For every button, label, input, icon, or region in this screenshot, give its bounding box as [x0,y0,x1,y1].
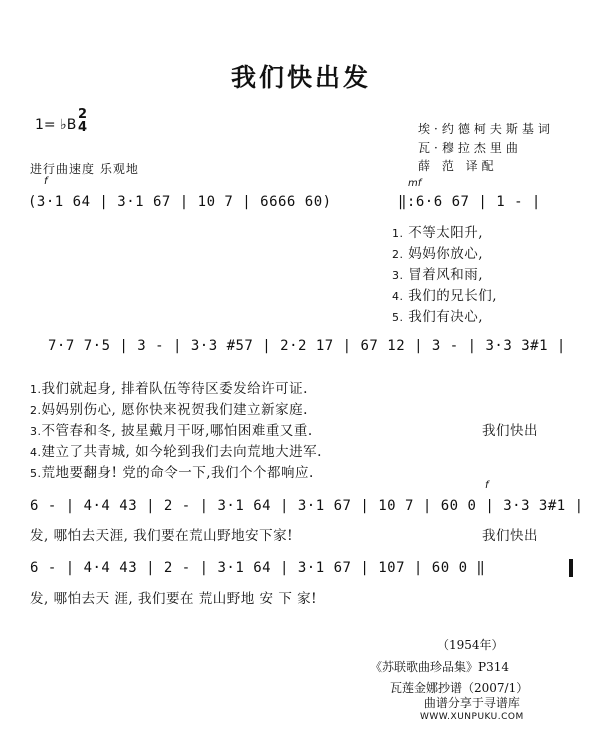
verse-start-5 [392,305,483,325]
verse-mid-4 [30,440,322,460]
dynamic-forte-2: f [485,480,489,491]
verse-number: 5. [30,467,42,480]
verse-number: 4. [30,446,42,459]
verse-number: 3. [30,425,42,438]
dynamic-mezzoforte: mf [408,178,422,189]
verse-text: 建立了共青城, 如今轮到我们去向荒地大进军. [41,444,322,460]
footer-transcriber: 瓦莲金娜抄谱（2007/1） [390,681,529,695]
verse-start-1 [392,221,483,241]
footer-year: （1954年） [437,638,504,652]
verse-mid-3 [30,419,313,439]
score-row-3: 6 - | 4·4 43 | 2 - | 3·1 64 | 3·1 67 | 10 7 | 60 0 | 3·3 3#1 | [30,498,584,514]
key-signature: 1= ♭B [35,117,77,133]
verse-text: 妈妈别伤心, 愿你快来祝贺我们建立新家庭. [41,402,308,418]
refrain-lyrics-2: 发, 哪怕去天 涯, 我们要在 荒山野地 安 下 家! [30,591,318,607]
verse-number: 1. [392,227,404,240]
verse-text: 我们有决心, [408,309,484,325]
refrain-lead: 我们快出 [482,423,538,439]
verse-number: 5. [392,311,404,324]
footer-source: 《苏联歌曲珍品集》P314 [370,660,509,674]
score-row-1-verse: ‖:6·6 67 | 1 - | [398,194,541,210]
verse-number: 1. [30,383,42,396]
dynamic-forte: f [44,176,48,187]
verse-text: 不等太阳升, [408,225,484,241]
verse-mid-5 [30,461,314,481]
verse-start-3 [392,263,483,283]
verse-text: 不管春和冬, 披星戴月干呀,哪怕困难重又重. [41,423,313,439]
verse-start-2 [392,242,483,262]
verse-number: 4. [392,290,404,303]
tempo-marking: 进行曲速度 乐观地 [30,162,139,176]
song-title: 我们快出发 [230,63,371,92]
refrain-lyrics-1: 发, 哪怕去天涯, 我们要在荒山野地安下家! [30,528,294,544]
verse-number: 2. [30,404,42,417]
verse-text: 冒着风和雨, [408,267,484,283]
time-signature [78,108,87,134]
verse-number: 2. [392,248,404,261]
translator-credit: 薛 范 译配 [418,159,498,173]
score-row-4: 6 - | 4·4 43 | 2 - | 3·1 64 | 3·1 67 | 107 | 60 0 ‖ [30,560,486,576]
composer-credit: 瓦·穆拉杰里曲 [418,141,522,155]
site-watermark [420,696,524,724]
verse-text: 我们就起身, 排着队伍等待区委发给许可证. [41,381,308,397]
site-watermark-label: 曲谱分享于寻谱库 [423,696,520,710]
site-watermark-url: WWW.XUNPUKU.COM [420,712,524,722]
time-sig-top: 2 [78,107,88,122]
verse-text: 荒地要翻身! 党的命令一下,我们个个都响应. [41,465,314,481]
time-sig-bottom: 4 [78,120,88,135]
lyricist-credit: 埃·约德柯夫斯基词 [418,122,554,136]
score-row-2: 7·7 7·5 | 3 - | 3·3 #57 | 2·2 17 | 67 12 | 3 - | 3·3 3#1 | [48,338,566,354]
final-barline [569,559,573,577]
verse-start-4 [392,284,497,304]
verse-number: 3. [392,269,404,282]
verse-text: 妈妈你放心, [408,246,484,262]
verse-mid-1 [30,377,308,397]
score-row-1-intro: (3·1 64 | 3·1 67 | 10 7 | 6666 60) [28,194,332,210]
refrain-lead-2: 我们快出 [482,528,538,544]
verse-mid-2 [30,398,308,418]
verse-text: 我们的兄长们, [408,288,498,304]
